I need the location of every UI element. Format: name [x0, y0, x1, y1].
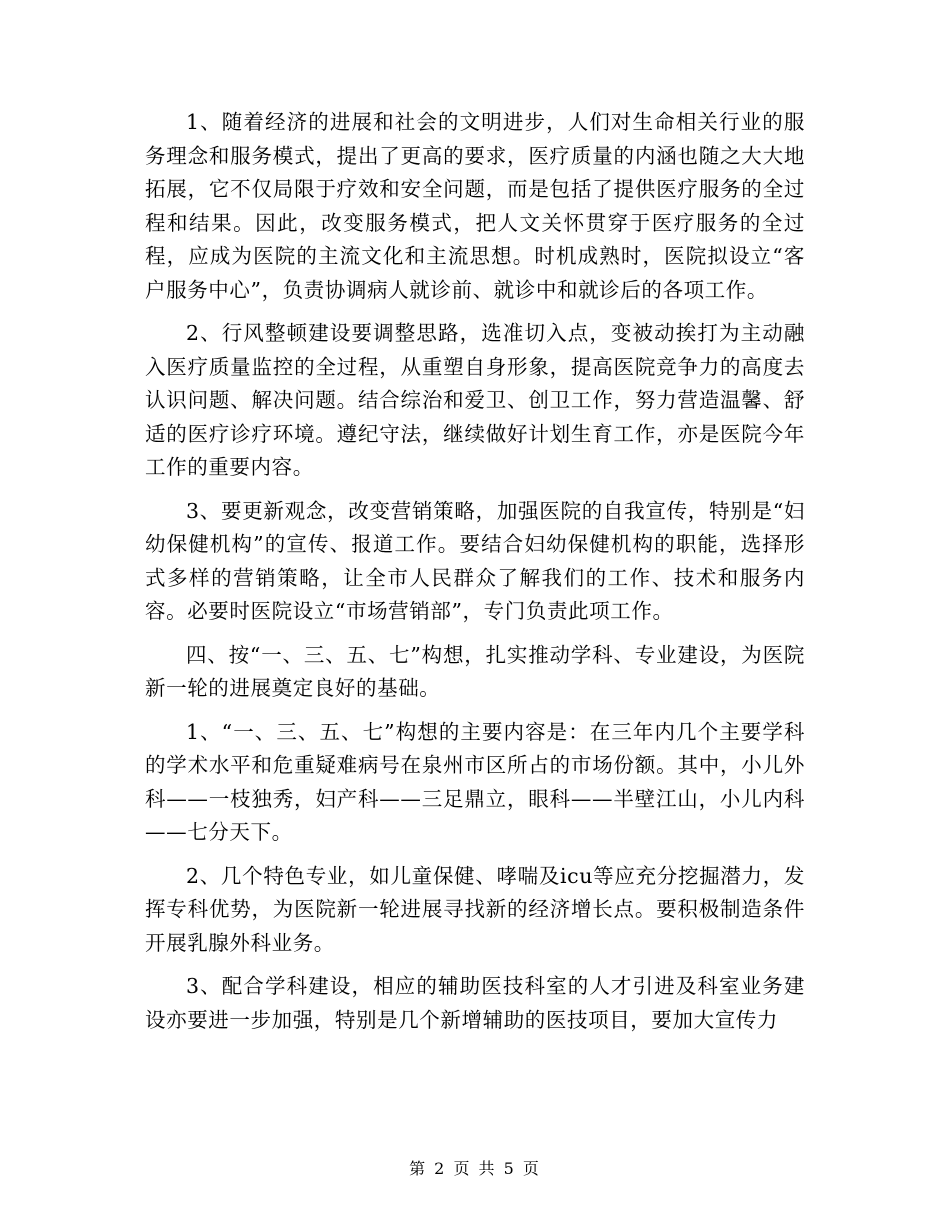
paragraph-special-specialties: 2、几个特色专业，如儿童保健、哮喘及icu等应充分挖掘潜力，发挥专科优势，为医院新一轮进展寻找新的经济增长点。要积极制造条件开展乳腺外科业务。: [145, 863, 805, 955]
document-body: [145, 106, 805, 1037]
paragraph-conduct-rectification: 2、行风整顿建设要调整思路，选准切入点，变被动挨打为主动融入医疗质量监控的全过程，从重塑自身形象，提高医院竞争力的高度去认识问题、解决问题。结合综治和爱卫、创卫工作，努力营造温馨、舒适的医疗诊疗环境。遵纪守法，继续做好计划生育工作，亦是医院今年工作的重要内容。: [145, 321, 805, 479]
paragraph-discipline-support: 3、配合学科建设，相应的辅助医技科室的人才引进及科室业务建设亦要进一步加强，特别是几个新增辅助的医技项目，要加大宣传力: [145, 974, 805, 1032]
section-heading-four: 四、按“一、三、五、七”构想，扎实推动学科、专业建设，为医院新一轮的进展奠定良好的基础。: [145, 642, 805, 700]
paragraph-1357-concept: 1、“一、三、五、七”构想的主要内容是：在三年内几个主要学科的学术水平和危重疑难病号在泉州市区所占的市场份额。其中，小儿外科——一枝独秀，妇产科——三足鼎立，眼科——半壁江山，小儿内科——七分天下。: [145, 719, 805, 844]
paragraph-service-mode: 1、随着经济的进展和社会的文明进步，人们对生命相关行业的服务理念和服务模式，提出了更高的要求，医疗质量的内涵也随之大大地拓展，它不仅局限于疗效和安全问题，而是包括了提供医疗服务的全过程和结果。因此，改变服务模式，把人文关怀贯穿于医疗服务的全过程，应成为医院的主流文化和主流思想。时机成熟时，医院拟设立“客户服务中心”，负责协调病人就诊前、就诊中和就诊后的各项工作。: [145, 110, 805, 302]
page-number-footer: 第 2 页 共 5 页: [409, 1159, 541, 1178]
paragraph-marketing-strategy: 3、要更新观念，改变营销策略，加强医院的自我宣传，特别是“妇幼保健机构”的宣传、报道工作。要结合妇幼保健机构的职能，选择形式多样的营销策略，让全市人民群众了解我们的工作、技术和服务内容。必要时医院设立“市场营销部”，专门负责此项工作。: [145, 498, 805, 623]
